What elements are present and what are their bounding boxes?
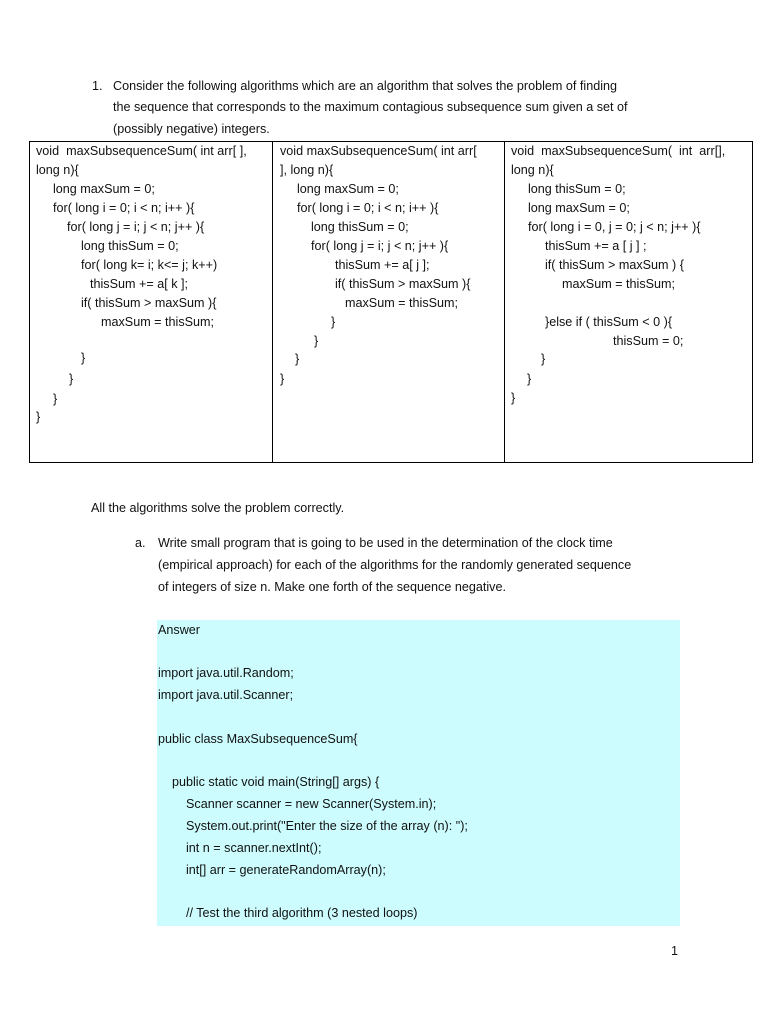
page-number: 1	[670, 944, 678, 958]
answer-box	[157, 620, 680, 926]
code-line: long thisSum = 0;	[528, 182, 626, 196]
code-line: long thisSum = 0;	[311, 220, 409, 234]
code-line: }	[280, 372, 285, 386]
code-line: public class MaxSubsequenceSum{	[158, 732, 358, 746]
code-line: maxSum = thisSum;	[101, 315, 215, 329]
code-line: void maxSubsequenceSum( int arr[ ],	[36, 144, 247, 158]
code-line: thisSum += a[ j ];	[335, 258, 430, 272]
code-line: for( long i = 0; i < n; i++ ){	[297, 201, 439, 215]
code-line: maxSum = thisSum;	[345, 296, 459, 310]
algorithms-table	[29, 141, 753, 463]
code-line: int[] arr = generateRandomArray(n);	[158, 863, 386, 877]
question-text-line-1: Consider the following algorithms which are an algorithm that solves the problem of finding	[113, 79, 618, 93]
code-line: void maxSubsequenceSum( int arr[	[280, 144, 477, 158]
statement-text: All the algorithms solve the problem correctly.	[91, 501, 345, 515]
code-line: }	[527, 372, 532, 386]
code-line: long n){	[511, 163, 554, 177]
code-line: if( thisSum > maxSum ){	[335, 277, 471, 291]
code-line: for( long j = i; j < n; j++ ){	[67, 220, 205, 234]
code-line: if( thisSum > maxSum ){	[81, 296, 217, 310]
code-line: }	[541, 352, 546, 366]
code-line: ], long n){	[280, 163, 334, 177]
code-line: thisSum += a [ j ] ;	[545, 239, 647, 253]
question-text-line-2: the sequence that corresponds to the maximum contagious subsequence sum given a set of	[113, 100, 628, 114]
code-line: public static void main(String[] args) {	[158, 775, 380, 789]
code-line: }	[81, 351, 86, 365]
code-line: for( long k= i; k<= j; k++)	[81, 258, 218, 272]
code-line: }	[36, 410, 41, 424]
code-line: // Test the third algorithm (3 nested loops)	[158, 906, 418, 920]
algorithm-cell-3	[505, 142, 752, 462]
code-line: long maxSum = 0;	[528, 201, 630, 215]
algorithm-cell-1	[30, 142, 273, 462]
answer-heading: Answer	[158, 623, 200, 637]
code-line: for( long i = 0, j = 0; j < n; j++ ){	[528, 220, 701, 234]
code-line: long maxSum = 0;	[297, 182, 399, 196]
code-line: }	[314, 334, 319, 348]
code-line: thisSum = 0;	[613, 334, 684, 348]
algorithm-cell-2	[273, 142, 505, 462]
code-line: }	[331, 315, 336, 329]
code-line: System.out.print("Enter the size of the array (n): ");	[158, 819, 468, 833]
question-number: 1.	[92, 79, 103, 93]
code-line: void maxSubsequenceSum( int arr[],	[511, 144, 726, 158]
code-line: }	[53, 392, 58, 406]
code-line: for( long i = 0; i < n; i++ ){	[53, 201, 195, 215]
code-line: }	[295, 352, 300, 366]
code-line: long thisSum = 0;	[81, 239, 179, 253]
code-line: maxSum = thisSum;	[562, 277, 676, 291]
code-line: for( long j = i; j < n; j++ ){	[311, 239, 449, 253]
subquestion-label: a.	[135, 536, 146, 550]
code-line: }else if ( thisSum < 0 ){	[545, 315, 673, 329]
code-line: }	[69, 372, 74, 386]
question-text-line-3: (possibly negative) integers.	[113, 122, 270, 136]
code-line: }	[511, 391, 516, 405]
code-line: import java.util.Random;	[158, 666, 294, 680]
code-line: long maxSum = 0;	[53, 182, 155, 196]
code-line: Scanner scanner = new Scanner(System.in);	[158, 797, 437, 811]
code-line: import java.util.Scanner;	[158, 688, 294, 702]
code-line: int n = scanner.nextInt();	[158, 841, 322, 855]
code-line: long n){	[36, 163, 79, 177]
subquestion-line-3: of integers of size n. Make one forth of the sequence negative.	[158, 580, 506, 594]
code-line: thisSum += a[ k ];	[90, 277, 188, 291]
subquestion-line-1: Write small program that is going to be used in the determination of the clock time	[158, 536, 613, 550]
subquestion-line-2: (empirical approach) for each of the algorithms for the randomly generated sequence	[158, 558, 632, 572]
code-line: if( thisSum > maxSum ) {	[545, 258, 684, 272]
